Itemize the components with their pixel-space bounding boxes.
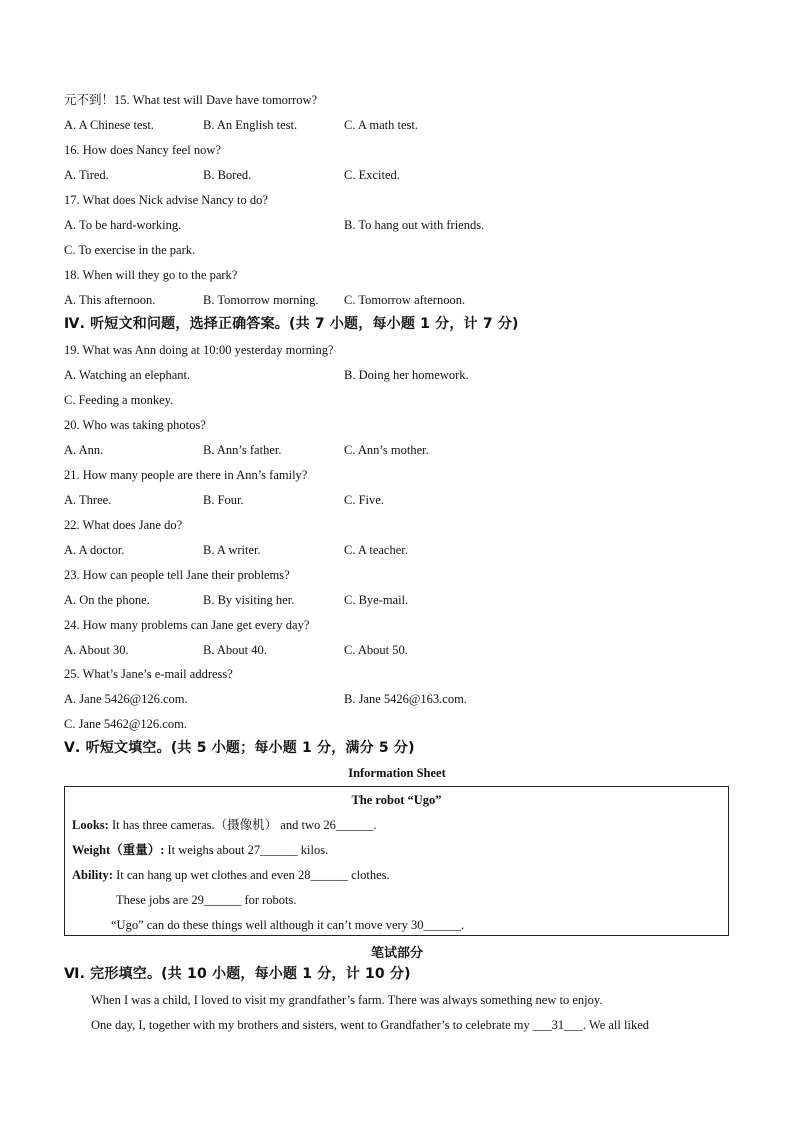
ability-label: Ability:: [72, 868, 113, 882]
question-17: 17. What does Nick advise Nancy to do?: [64, 193, 268, 207]
question-18: 18. When will they go to the park?: [64, 268, 238, 282]
q25-option-c: C. Jane 5462@126.com.: [64, 717, 187, 731]
q25-option-a: A. Jane 5426@126.com.: [64, 692, 188, 706]
q19-option-c: C. Feeding a monkey.: [64, 393, 174, 407]
question-25: 25. What’s Jane’s e-mail address?: [64, 667, 233, 681]
question-22: 22. What does Jane do?: [64, 518, 183, 532]
q22-option-a: A. A doctor.: [64, 543, 125, 557]
paragraph-1: When I was a child, I loved to visit my grandfather’s farm. There was always something new to enjoy.: [91, 993, 603, 1007]
weight-text: It weighs about 27______ kilos.: [164, 843, 329, 857]
q16-option-c: C. Excited.: [344, 168, 400, 182]
q18-option-a: A. This afternoon.: [64, 293, 156, 307]
paragraph-2: One day, I, together with my brothers and sisters, went to Grandfather’s to celebrate my ___31___. We all liked: [91, 1018, 649, 1032]
information-box: [64, 786, 729, 936]
question-16: 16. How does Nancy feel now?: [64, 143, 221, 157]
q18-option-b: B. Tomorrow morning.: [203, 293, 319, 307]
q21-option-c: C. Five.: [344, 493, 384, 507]
box-weight-line: [72, 842, 328, 858]
q23-option-c: C. Bye-mail.: [344, 593, 409, 607]
section-6-heading: Ⅵ. 完形填空。(共 10 小题，每小题 1 分，计 10 分): [64, 966, 411, 982]
question-20: 20. Who was taking photos?: [64, 418, 206, 432]
q21-option-a: A. Three.: [64, 493, 112, 507]
question-19: 19. What was Ann doing at 10:00 yesterday morning?: [64, 343, 334, 357]
q20-option-c: C. Ann’s mother.: [344, 443, 429, 457]
ability-text: It can hang up wet clothes and even 28______ clothes.: [112, 868, 390, 882]
q21-option-b: B. Four.: [203, 493, 244, 507]
q17-option-b: B. To hang out with friends.: [344, 218, 485, 232]
q17-option-c: C. To exercise in the park.: [64, 243, 196, 257]
box-title: The robot “Ugo”: [351, 793, 442, 807]
written-part-title: 笔试部分: [370, 946, 423, 961]
q15-option-b: B. An English test.: [203, 118, 298, 132]
question-24: 24. How many problems can Jane get every day?: [64, 618, 310, 632]
q19-option-a: A. Watching an elephant.: [64, 368, 191, 382]
weight-label: Weight（重量）:: [72, 843, 165, 857]
box-line-5: “Ugo” can do these things well although it can’t move very 30______.: [111, 918, 465, 932]
box-looks-line: [72, 817, 376, 833]
q16-option-a: A. Tired.: [64, 168, 109, 182]
q22-option-c: C. A teacher.: [344, 543, 408, 557]
box-line-4: These jobs are 29______ for robots.: [116, 893, 297, 907]
q16-option-b: B. Bored.: [203, 168, 252, 182]
section-4-heading: Ⅳ. 听短文和问题，选择正确答案。(共 7 小题，每小题 1 分，计 7 分): [64, 316, 519, 332]
q15-option-c: C. A math test.: [344, 118, 418, 132]
question-15: 元不到！15. What test will Dave have tomorrow?: [64, 93, 318, 107]
question-21: 21. How many people are there in Ann’s family?: [64, 468, 308, 482]
q18-option-c: C. Tomorrow afternoon.: [344, 293, 466, 307]
q24-option-a: A. About 30.: [64, 643, 129, 657]
information-sheet-title: Information Sheet: [348, 766, 446, 780]
section-5-heading: Ⅴ. 听短文填空。(共 5 小题；每小题 1 分，满分 5 分): [64, 740, 415, 756]
question-23: 23. How can people tell Jane their problems?: [64, 568, 290, 582]
q24-option-b: B. About 40.: [203, 643, 267, 657]
q17-option-a: A. To be hard-working.: [64, 218, 182, 232]
q19-option-b: B. Doing her homework.: [344, 368, 469, 382]
q23-option-b: B. By visiting her.: [203, 593, 295, 607]
q20-option-b: B. Ann’s father.: [203, 443, 282, 457]
looks-text: It has three cameras.（摄像机） and two 26______.: [108, 818, 377, 832]
q20-option-a: A. Ann.: [64, 443, 104, 457]
box-ability-line: [72, 867, 390, 883]
looks-label: Looks:: [72, 818, 109, 832]
q15-option-a: A. A Chinese test.: [64, 118, 154, 132]
q23-option-a: A. On the phone.: [64, 593, 150, 607]
q24-option-c: C. About 50.: [344, 643, 408, 657]
q22-option-b: B. A writer.: [203, 543, 261, 557]
q25-option-b: B. Jane 5426@163.com.: [344, 692, 467, 706]
